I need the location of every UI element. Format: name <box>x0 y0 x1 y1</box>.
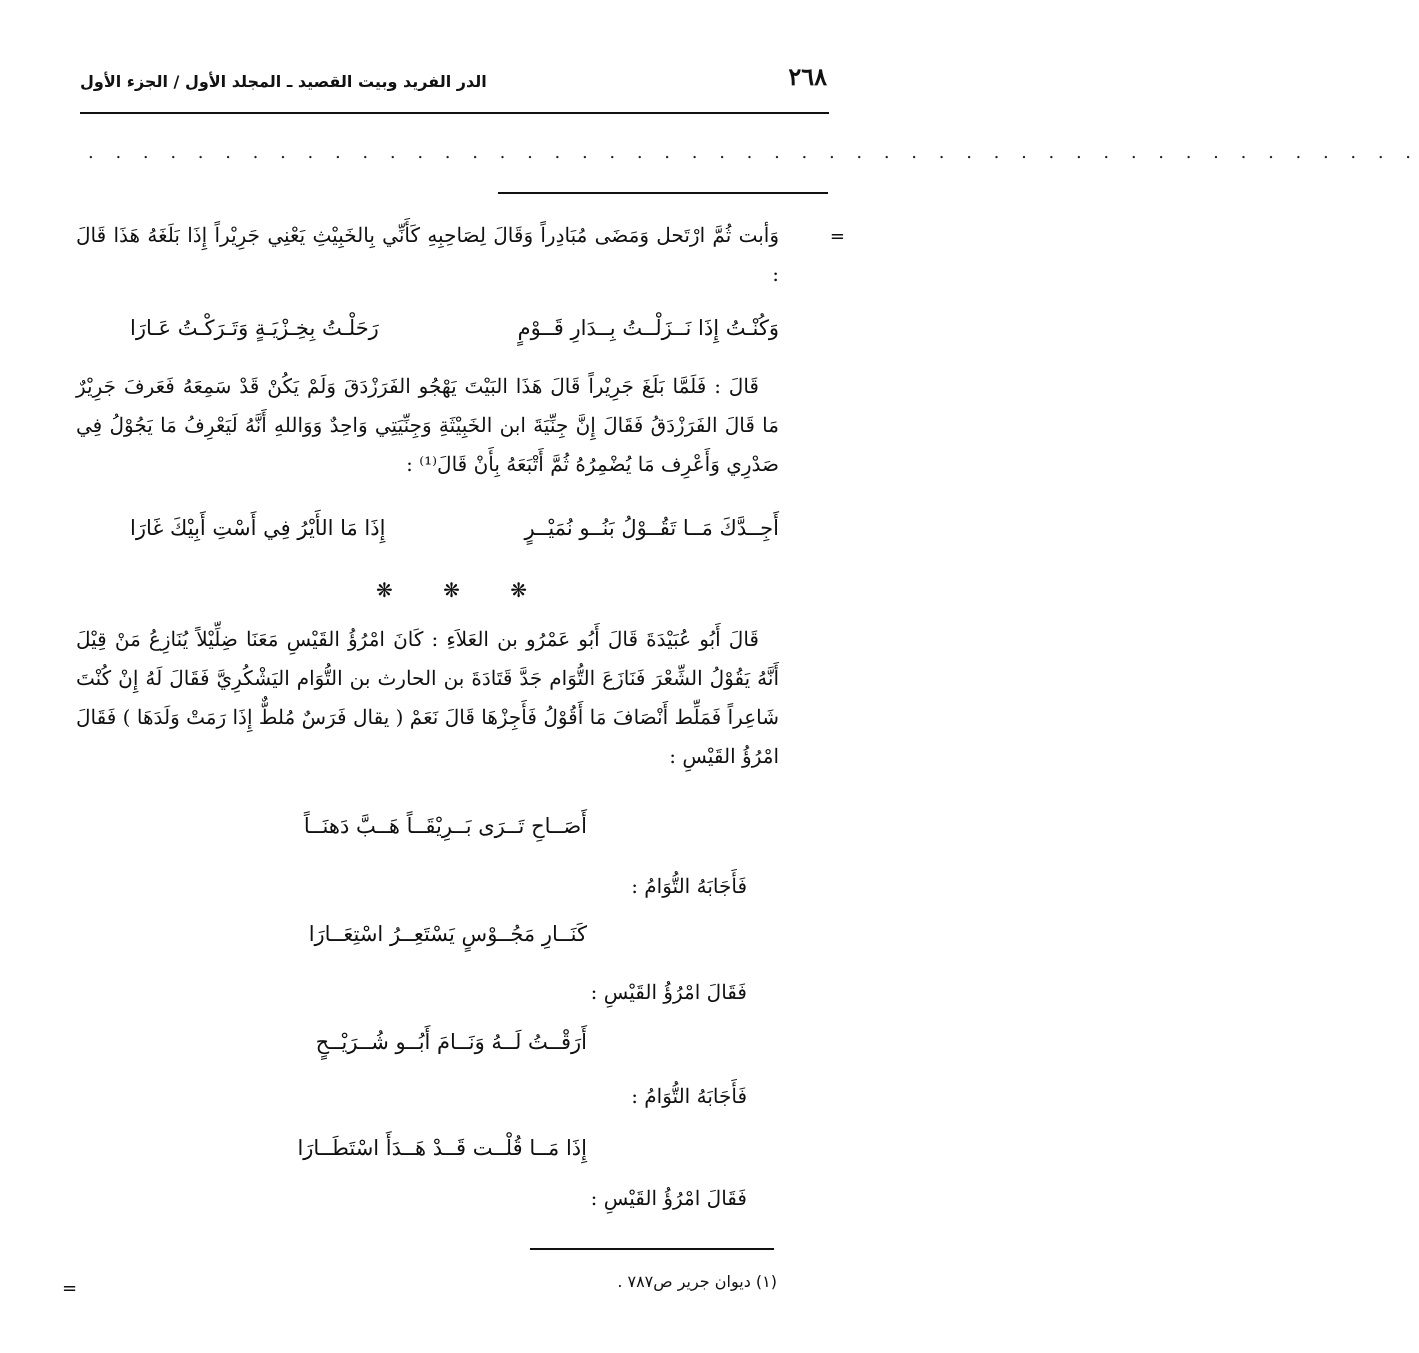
page-number: ٢٦٨ <box>788 62 827 91</box>
verse-1-first-hemistich: وَكُنْـتُ إِذَا نَــزَلْــتُ بِــدَارِ قَــوْمٍ <box>517 316 779 340</box>
exchange-speaker-3: فَأَجَابَهُ التُّوَامُ : <box>631 1084 747 1108</box>
paragraph-1: وَأبت ثُمَّ ارْتَحل وَمَضَى مُبَادِراً وَقَالَ لِصَاحِبِهِ كَأَنِّي بِالخَبِيْثِ يَعْنِي جَرِيْراً إِذَا بَلَغَهُ هَذَا قَالَ : <box>76 223 779 286</box>
verse-1-second-hemistich: رَحَلْـتُ بِخِـزْيَـةٍ وَتَـرَكْـتُ عَـارَا <box>130 316 379 340</box>
section-stars: ❋ ❋ ❋ <box>376 578 549 602</box>
verse-2-second-hemistich: إِذَا مَا الأَيْرُ فِي أَسْتِ أَبِيْكَ غَارَا <box>130 516 386 540</box>
page-header <box>80 62 827 102</box>
verse-2 <box>130 516 779 556</box>
margin-mark-bottom: = <box>62 1278 78 1299</box>
header-rule <box>80 112 829 114</box>
separator-dots: . . . . . . . . . . . . . . . . . . . . . . . . . . . . . . . . . . . . . . . . . . . . . . . . . <box>88 142 1419 163</box>
footnote-rule <box>530 1248 774 1250</box>
exchange-hemistich-2: كَنَــارِ مَجُــوْسٍ يَسْتَعِــرُ اسْتِعَــارَا <box>308 922 587 946</box>
exchange-speaker-4: فَقَالَ امْرُؤُ القَيْسِ : <box>590 1186 747 1210</box>
exchange-hemistich-3: أَرَقْــتُ لَــهُ وَنَــامَ أَبُــو شُــرَيْــحٍ <box>315 1030 587 1054</box>
exchange-speaker-2: فَقَالَ امْرُؤُ القَيْسِ : <box>590 980 747 1004</box>
paragraph-2: قَالَ : فَلَمَّا بَلَغَ جَرِيْراً قَالَ هَذَا البَيْتَ يَهْجُو الفَرَزْدَقَ وَلَمْ يَكُنْ قَدْ سَمِعَهُ فَعَرفَ جَرِيْرٌ مَا قَالَ الفَرَزْدَقُ فَقَالَ إِنَّ جِنِّيَةَ ابن الخَبِيْثَةِ وَجِنِّيَتِي وَاحِدٌ وَوَاللهِ أَنَّهُ لَيَعْرِفُ مَا يَجُوْلُ فِي صَدْرِي وَأَعْرِف مَا يُضْمِرُهُ ثُمَّ أَتْبَعَهُ بِأَنْ قَالَ⁽¹⁾ : <box>76 374 779 476</box>
margin-mark-top: = <box>829 226 845 247</box>
footnote: (١) ديوان جرير ص٧٨٧ . <box>617 1272 777 1291</box>
running-title: الدر الفريد وبيت القصيد ـ المجلد الأول / الجزء الأول <box>80 72 487 91</box>
verse-2-first-hemistich: أَجِــدَّكَ مَــا تَقُــوْلُ بَنُــو نُمَيْــرٍ <box>524 516 779 540</box>
paragraph-3: قَالَ أَبُو عُبَيْدَةَ قَالَ أَبُو عَمْرُو بن العَلاَءِ : كَانَ امْرُؤُ القَيْسِ مَعَنَا ضِلِّيْلاً يُنَازِعُ مَنْ قِيْلَ أَنَّهُ يَقُوْلُ الشِّعْرَ فَنَازَعَ التُّوَام جَدَّ قَتَادَةَ بن الحارث بن التُّوَام اليَشْكُرِيَّ فَقَالَ لَهُ إِنْ كُنْتَ شَاعِراً فَمَلِّط أَنْصَافَ مَا أَقُوْلُ فَأَجِزْهَا قَالَ نَعَمْ ( يقال فَرَسٌ مُلطٌّ إِذَا رَمَتْ وَلَدَهَا ) فَقَالَ امْرُؤُ القَيْسِ : <box>76 627 779 768</box>
verse-1 <box>130 316 779 356</box>
exchange-hemistich-1: أَصَــاحِ تَــرَى بَــرِيْقَــاً هَــبَّ دَهنَــاً <box>303 814 587 838</box>
exchange-speaker-1: فَأَجَابَهُ التُّوَامُ : <box>631 874 747 898</box>
exchange-hemistich-4: إِذَا مَــا قُلْــت قَــدْ هَــدَأَ اسْتَطَــارَا <box>297 1136 587 1160</box>
section-rule <box>498 192 828 194</box>
